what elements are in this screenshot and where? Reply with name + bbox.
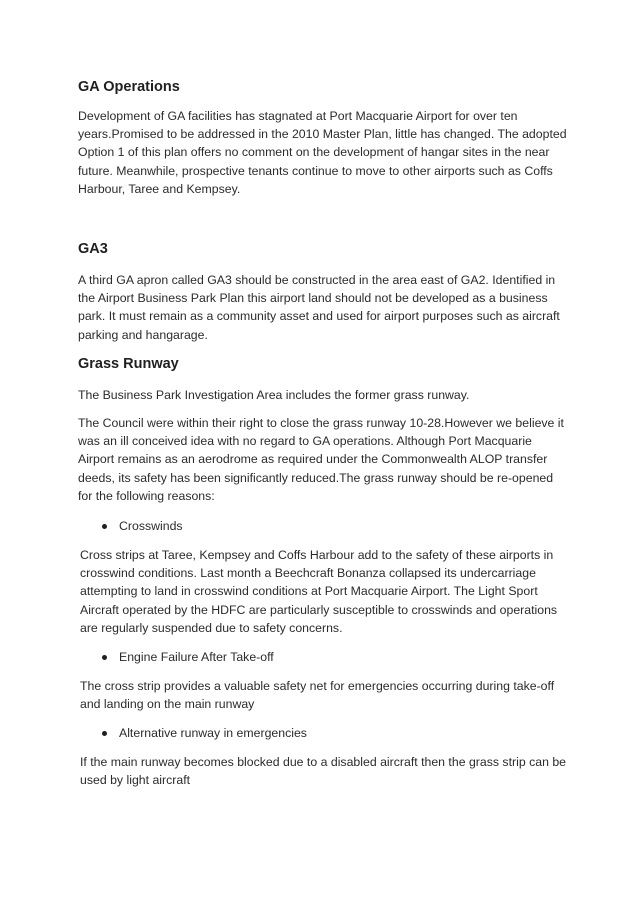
paragraph-engine-failure: The cross strip provides a valuable safety net for emergencies occurring during take-off and landing on the main runway xyxy=(80,679,555,712)
heading-grass-runway: Grass Runway xyxy=(78,356,179,372)
paragraph-grass-runway-reasons: The Council were within their right to close the grass runway 10-28.However we believe it was an ill conceived idea with no regard to GA operations. Although Port Macquarie Airport remains as an aerodrome as required under the Commonwealth ALOP transfer deeds, its safety has been significantly reduced.The grass runway should be re-opened for the following reasons: xyxy=(78,416,564,503)
bullet-icon xyxy=(102,524,107,529)
heading-ga-operations: GA Operations xyxy=(78,79,180,95)
bullet-icon xyxy=(102,731,107,736)
bullet-item-crosswinds xyxy=(102,517,183,535)
bullet-label: Alternative runway in emergencies xyxy=(119,726,307,740)
bullet-label: Crosswinds xyxy=(119,519,183,533)
paragraph-ga3: A third GA apron called GA3 should be constructed in the area east of GA2. Identified in the Airport Business Park Plan this airport land should not be developed as a business park. It must remain as a community asset and used for airport purposes such as aircraft parking and hangarage. xyxy=(78,273,560,342)
paragraph-crosswinds: Cross strips at Taree, Kempsey and Coffs Harbour add to the safety of these airports in crosswind conditions. Last month a Beechcraft Bonanza collapsed its undercarriage attempting to land in crosswind conditions at Port Macquarie Airport. The Light Sport Aircraft operated by the HDFC are particularly susceptible to crosswinds and operations are regularly suspended due to safety concerns. xyxy=(80,548,558,635)
heading-ga3: GA3 xyxy=(78,241,108,257)
paragraph-grass-runway-intro: The Business Park Investigation Area includes the former grass runway. xyxy=(78,388,470,402)
bullet-item-engine-failure xyxy=(102,648,274,666)
bullet-item-alternative-runway xyxy=(102,724,307,742)
paragraph-ga-operations: Development of GA facilities has stagnated at Port Macquarie Airport for over ten years.Promised to be addressed in the 2010 Master Plan, little has changed. The adopted Option 1 of this plan offers no comment on the development of hangar sites in the near future. Meanwhile, prospective tenants continue to move to other airports such as Coffs Harbour, Taree and Kempsey. xyxy=(78,109,567,196)
bullet-icon xyxy=(102,655,107,660)
paragraph-alternative-runway: If the main runway becomes blocked due to a disabled aircraft then the grass strip can be used by light aircraft xyxy=(80,755,566,788)
bullet-label: Engine Failure After Take-off xyxy=(119,650,274,664)
